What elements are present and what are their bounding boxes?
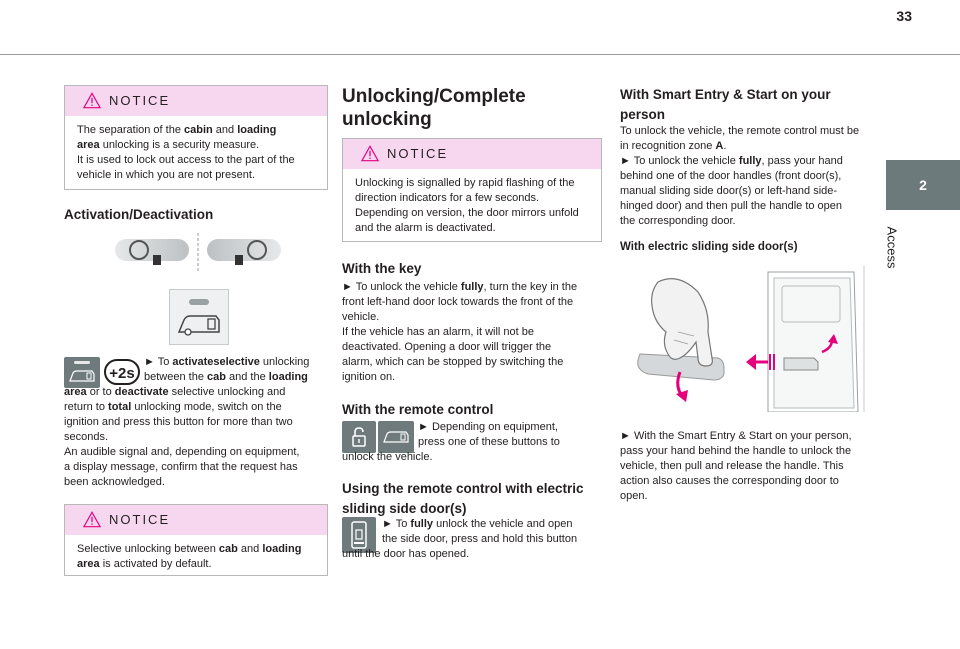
notice-title: NOTICE [109,93,171,108]
notice-text: Unlocking is signalled by rapid flashing of the direction indicators for a few seconds. Depending on version, the door mirrors unfold and the alarm is deactivated. [355,177,579,234]
header-divider [0,54,960,55]
section-heading-smart-entry: With Smart Entry & Start on your person [620,87,831,122]
notice-header [65,86,327,116]
notice-box-default [64,504,328,576]
smart-entry-paragraph: To unlock the vehicle, the remote control must be in recognition zone A. ► To unlock the vehicle fully, pass your hand behind one of the door handles (front door(s), manual sliding side door(s) or left-hand side- hinged door) and then pull the handle to open the corresponding door. [620,125,860,227]
cab-loading-zone-illustration [113,229,283,273]
chapter-label-text: Access [884,226,900,269]
section-heading-remote: With the remote control [342,402,494,417]
notice-title: NOTICE [109,512,171,527]
activation-paragraph: ► To activateselective unlocking between the cab and the loading area or to deactivate selective unlocking and return to total unlocking mode, switch on the ignition and press this button for more than two seconds. An audible signal and, depending on equipment, a display message, confirm that the request has been acknowledged. [64,356,310,488]
notice-header [65,505,327,535]
warning-icon [83,92,101,109]
chapter-tab[interactable]: 2 [886,160,960,210]
page-number: 33 [896,8,912,24]
remote-paragraph: ► Depending on equipment, press one of these buttons to unlock the vehicle. [342,421,560,463]
warning-icon [361,145,379,162]
notice-text: The separation of the cabin and loading area unlocking is a security measure. It is used to lock out access to the part of the vehicle in which you are not present. [77,124,295,181]
sliding-paragraph: ► To fully unlock the vehicle and open the side door, press and hold this button until the door has opened. [342,518,578,560]
notice-box-separation [64,85,328,190]
notice-title: NOTICE [387,146,449,161]
two-second-badge: +2s [104,359,140,385]
section-heading-sliding: Using the remote control with electric sliding side door(s) [342,481,584,516]
section-heading-key: With the key [342,261,422,276]
door-handle-illustration [618,262,874,412]
chapter-label [884,220,913,280]
notice-box-signal [342,138,602,242]
key-paragraph: ► To unlock the vehicle fully, turn the key in the front left-hand door lock towards the front of the vehicle. If the vehicle has an alarm, it will not be deactivated. Opening a door will trigger the alarm, which can be stopped by switching the ignition on. [342,281,578,383]
warning-icon [83,511,101,528]
notice-header [343,139,601,169]
section-heading-activation: Activation/Deactivation [64,207,214,222]
selective-unlock-button-illustration [169,289,229,345]
subheading-electric-sliding: With electric sliding side door(s) [620,241,798,253]
notice-text: Selective unlocking between cab and loading area is activated by default. [77,543,302,570]
section-title-unlocking: Unlocking/Complete unlocking [342,86,526,130]
smart-entry-sliding-paragraph: ► With the Smart Entry & Start on your person, pass your hand behind the handle to unlock the vehicle, then pull and release the handle. This action also causes the corresponding door to open. [620,430,852,502]
